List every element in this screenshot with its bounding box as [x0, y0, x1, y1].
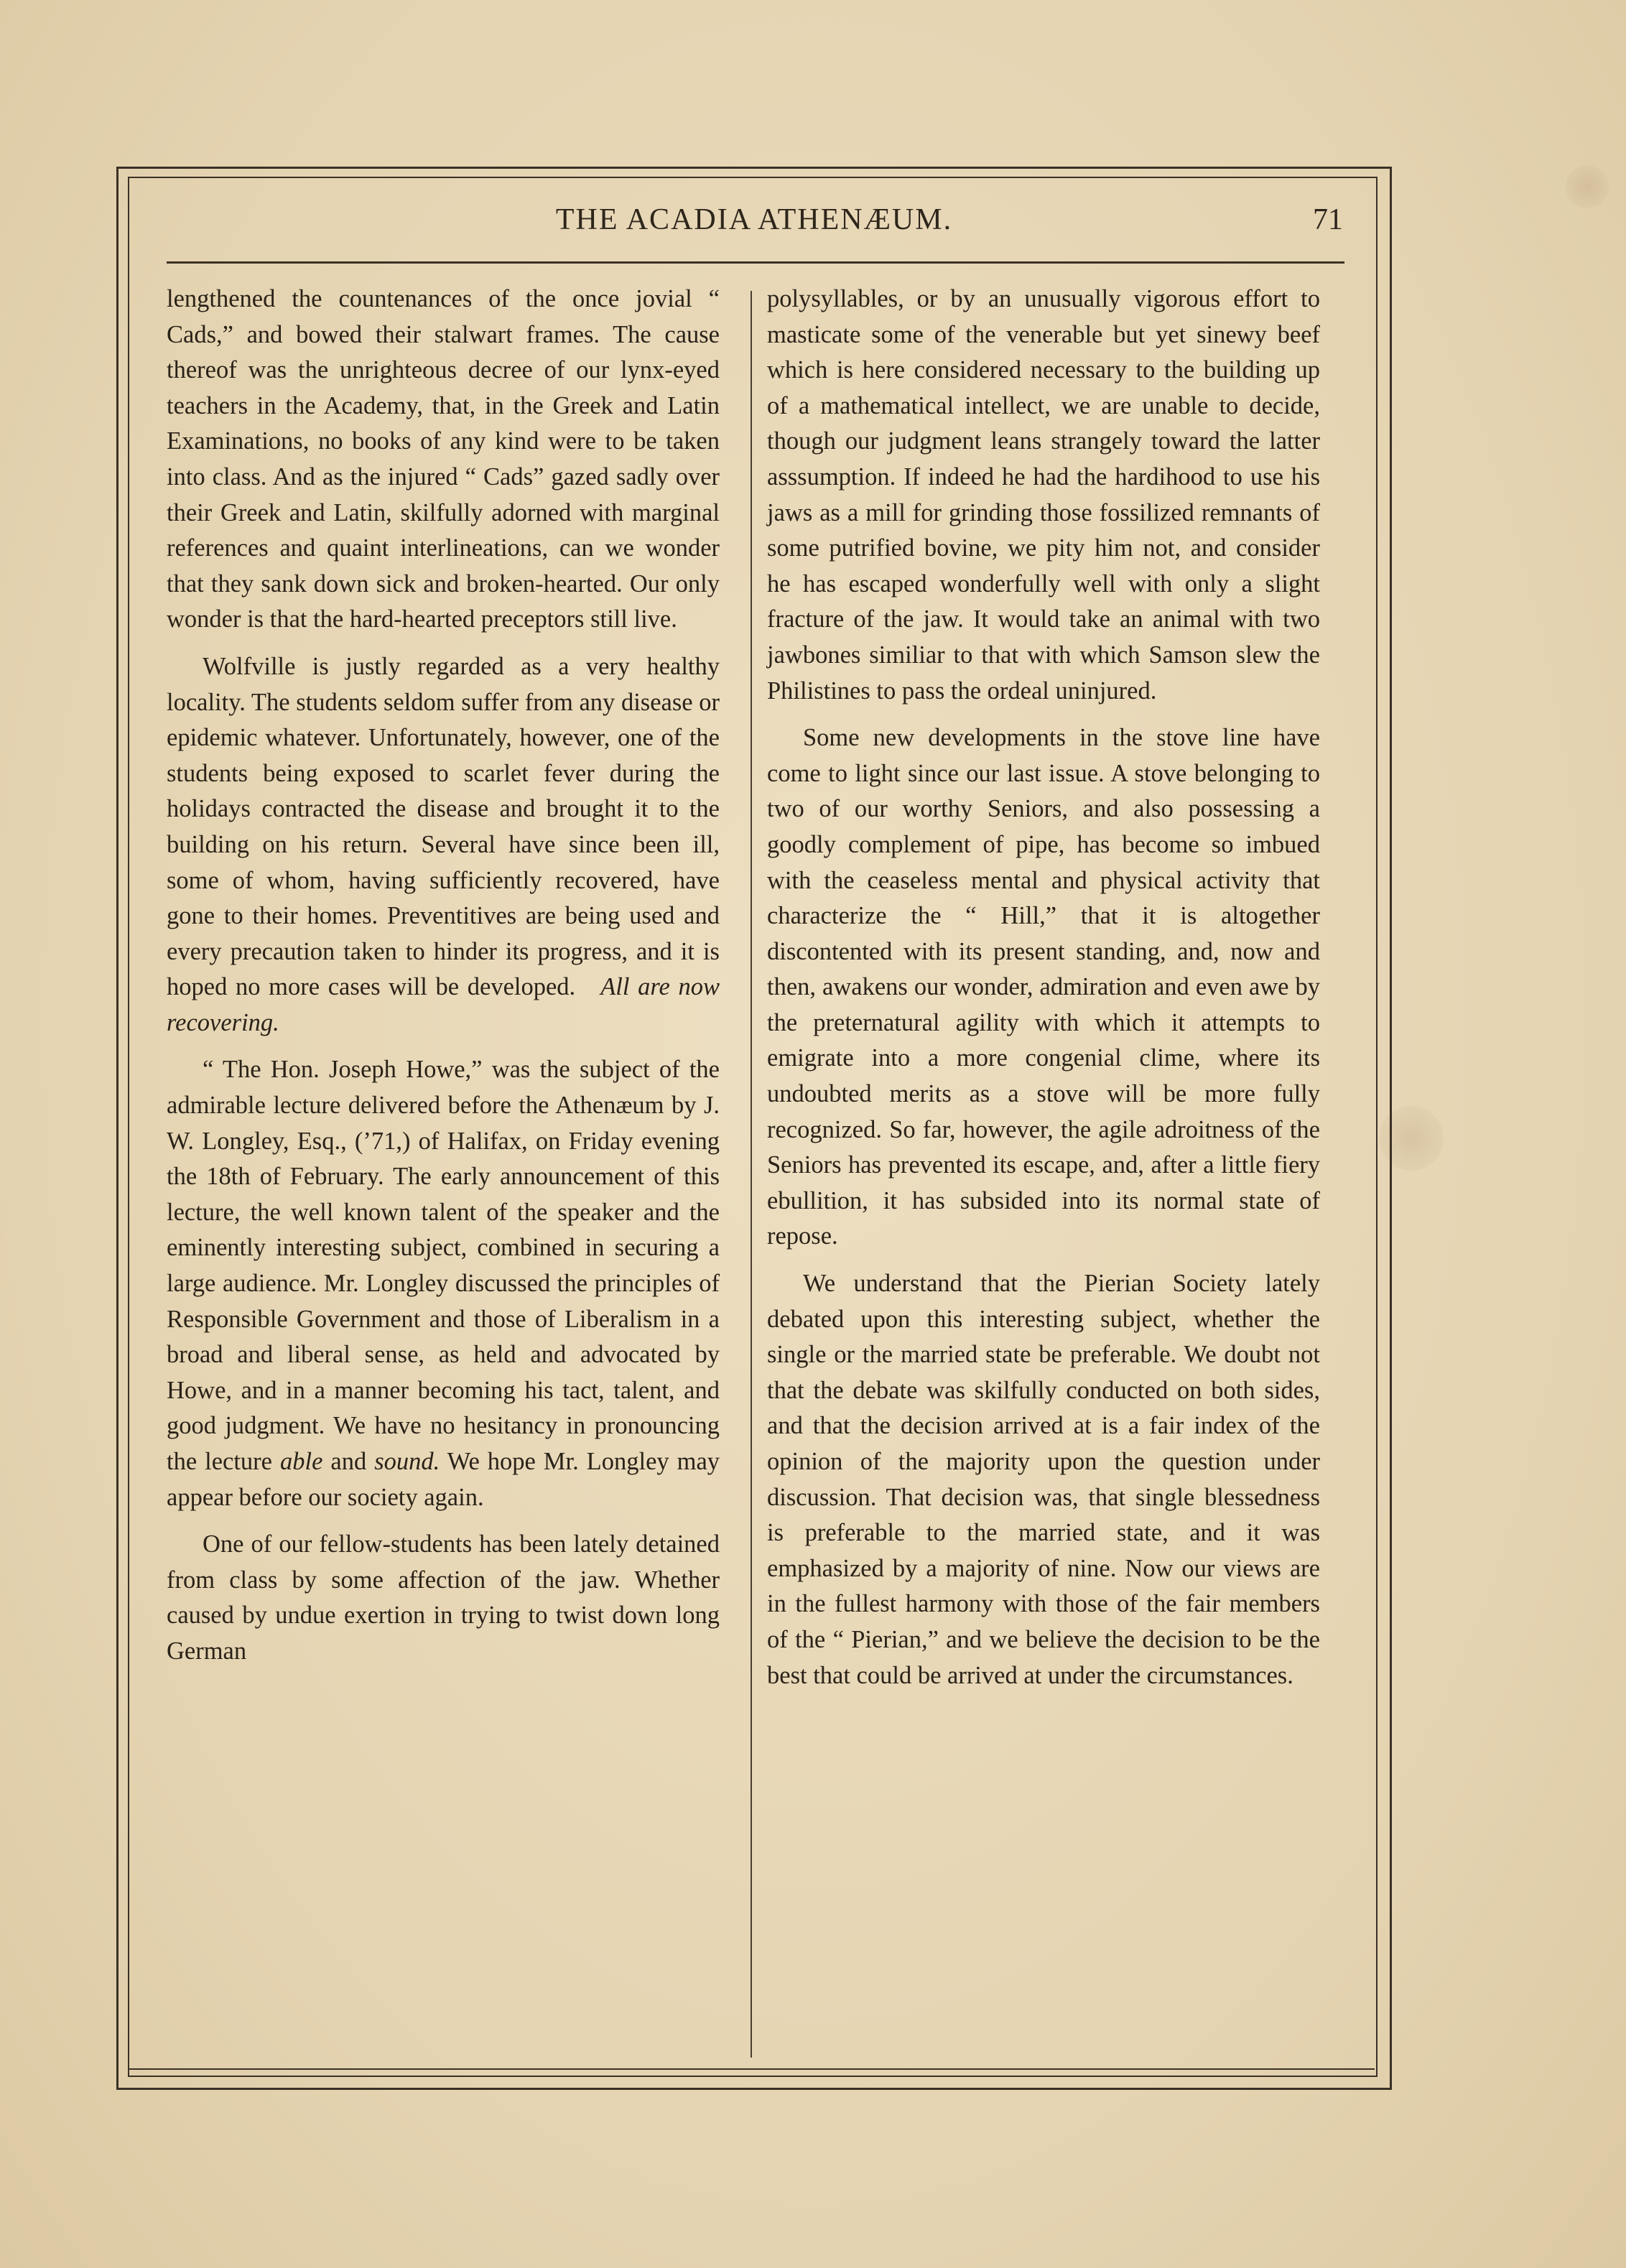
- article-jaw-affection: One of our fellow-students has been lately detained from class by some affection of the jaw. Whether caused by undue exertion in trying to twist down long German: [167, 1530, 720, 1665]
- article-text: “ The Hon. Joseph Howe,” was the subject of the admirable lecture delivered before the Athenæum by J. W. Longley, Esq., (’71,) of Halifax, on Friday evening the 18th of February. The early announcement of this lecture, the well known talent of the speaker and the eminently interesting subject, combined in securing a large audience. Mr. Longley discussed the principles of Responsible Government and those of Liberalism in a broad and liberal sense, as held and advocated by Howe, and in a manner becoming his tact, talent, and good judgment. We have no hesitancy in pronouncing the lecture: [167, 1056, 720, 1475]
- page-header: [165, 203, 1343, 248]
- article-emphasis: All are now recovering.: [167, 973, 720, 1036]
- article-howe-lecture: [167, 1052, 720, 1515]
- article-jaw-continued: polysyllables, or by an unusually vigorous effort to masticate some of the venerable but yet sinewy beef which is here considered necessary to the building up of a mathematical intellect, we are unable to decide, though our judgment leans strangely toward the latter asssumption. If indeed he had the hardihood to use his jaws as a mill for grinding those fossilized remnants of some putrified bovine, we pity him not, and consider he has escaped wonderfully well with only a slight fracture of the jaw. It would take an animal with two jawbones similiar to that with which Samson slew the Philistines to pass the ordeal uninjured.: [767, 285, 1320, 705]
- article-pierian-society: We understand that the Pierian Society lately debated upon this interesting subject, whether the single or the married state be preferable. We doubt not that the debate was skilfully conducted on both sides, and that the decision arrived at is a fair index of the opinion of the majority upon the question under discussion. That decision was, that single blessedness is preferable to the married state, and it was emphasized by a majority of nine. Now our views are in the fullest harmony with those of the fair members of the “ Pierian,” and we believe the decision to be the best that could be arrived at under the circumstances.: [767, 1270, 1320, 1689]
- header-rule: [167, 261, 1344, 264]
- right-column: [767, 282, 1320, 1705]
- article-cads-exams: lengthened the countenances of the once jovial “ Cads,” and bowed their stalwart frames. The cause thereof was the unrighteous decree of our lynx-eyed teachers in the Academy, that, in the Greek and Latin Examinations, no books of any kind were to be taken into class. And as the injured “ Cads” gazed sadly over their Greek and Latin, skilfully adorned with marginal references and quaint interlineations, can we wonder that they sank down sick and broken-hearted. Our only wonder is that the hard-hearted preceptors still live.: [167, 285, 720, 633]
- left-column: [167, 282, 720, 1681]
- article-emphasis: sound.: [374, 1448, 440, 1475]
- bottom-rule: [128, 2068, 1375, 2070]
- page-number: 71: [1313, 203, 1343, 236]
- running-title: THE ACADIA ATHENÆUM.: [555, 203, 953, 236]
- column-divider: [751, 291, 752, 2058]
- article-stove: Some new developments in the stove line have come to light since our last issue. A stove belonging to two of our worthy Seniors, and also possessing a goodly complement of pipe, has become so imbued with the ceaseless mental and physical activity that characterize the “ Hill,” that it is altogether discontented with its present standing, and, now and then, awakens our wonder, admiration and even awe by the preternatural agility with which it attempts to emigrate into a more congenial clime, where its undoubted merits as a stove will be more fully recognized. So far, however, the agile adroitness of the Seniors has prevented its escape, and, after a little fiery ebullition, it has subsided into its normal state of repose.: [767, 724, 1320, 1250]
- article-text: and: [330, 1448, 367, 1475]
- article-text: We hope Mr. Longley may appear before our society again.: [167, 1448, 720, 1511]
- article-wolfville-health: [167, 649, 720, 1041]
- article-text: Wolfville is justly regarded as a very healthy locality. The students seldom suffer from any disease or epidemic whatever. Unfortunately, however, one of the students being exposed to scarlet fever during the holidays contracted the disease and brought it to the building on his return. Several have since been ill, some of whom, having sufficiently recovered, have gone to their homes. Preventitives are being used and every precaution taken to hinder its progress, and it is hoped no more cases will be developed.: [167, 652, 720, 1001]
- article-emphasis: able: [279, 1448, 323, 1475]
- paper-stain: [1566, 165, 1609, 208]
